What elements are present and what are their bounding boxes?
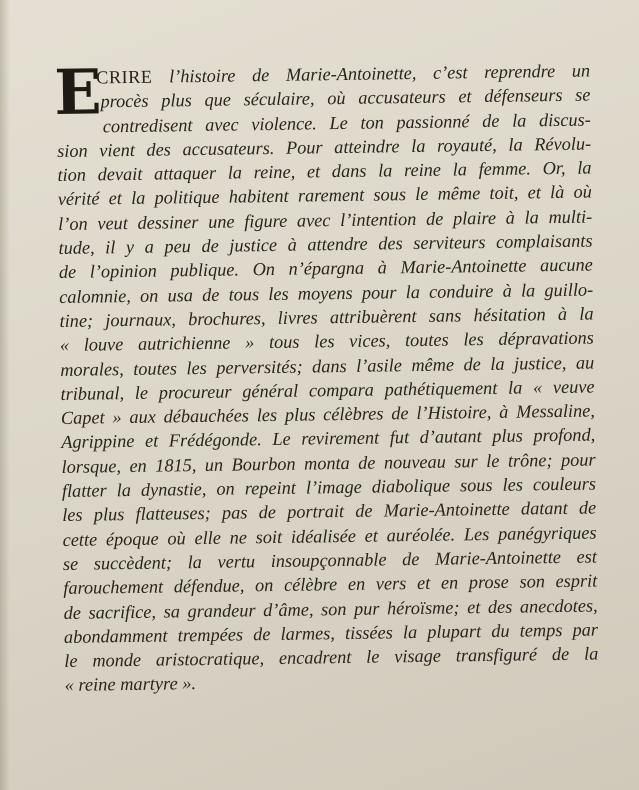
text-line-19: les plus flatteuses; pas de portrait de Marie-Antoinette datant de	[62, 497, 597, 526]
text-line-15: Capet » aux débauchées les plus célèbres de l’Histoire, à Messaline,	[60, 400, 596, 429]
text-line-2: procès plus que séculaire, où accusateurs et défenseurs se	[100, 84, 591, 112]
text-line-13: morales, toutes les perversités; dans l’asile même de la justice, au	[60, 352, 595, 380]
text-line-7: l’on veut dessiner une figure avec l’intention de plaire à la multi-	[58, 206, 593, 234]
text-line-26: « reine martyre ».	[64, 673, 197, 696]
text-line-14: tribunal, le procureur général compara pathétiquement la « veuve	[60, 376, 595, 404]
text-line-22: farouchement défendue, on célèbre en vers et en prose son esprit	[63, 570, 598, 599]
line-1-text: l’histoire de Marie-Antoinette, c’est reprendre un	[152, 60, 591, 87]
text-line-6: vérité et la politique habitent rarement sous le même toit, et là où	[57, 182, 592, 210]
text-line-5: tion devait attaquer la reine, et dans la reine la femme. Or, la	[57, 157, 592, 186]
text-line-10: calomnie, on usa de tous les moyens pour la conduire à la guillo-	[59, 279, 594, 307]
text-line-8: tude, il y a peu de justice à attendre des serviteurs complaisants	[58, 230, 593, 259]
text-line-21: se succèdent; la vertu insoupçonnable de Marie-Antoinette est	[62, 546, 598, 574]
text-line-23: de sacrifice, sa grandeur d’âme, son pur héroïsme; et des anecdotes,	[63, 595, 598, 623]
text-line-20: cette époque où elle ne soit idéalisée et auréolée. Les panégyriques	[62, 522, 597, 550]
text-line-11: tine; journaux, brochures, livres attribuèrent sans hésitation à la	[59, 303, 594, 331]
text-line-18: flatter la dynastie, on repeint l’image diabolique sous les couleurs	[61, 473, 597, 502]
text-line-3: contredisent avec violence. Le ton passionné de la discus-	[102, 109, 591, 136]
text-line-24: abondamment trempées de larmes, tissées la plupart du temps par	[63, 619, 599, 647]
text-line-17: lorsque, en 1815, un Bourbon monta de nouveau sur le trône; pour	[61, 449, 596, 477]
text-line-16: Agrippine et Frédégonde. Le revirement fut d’autant plus profond,	[61, 424, 596, 453]
first-word: CRIRE	[96, 66, 153, 88]
text-line-9: de l’opinion publique. On n’épargna à Marie-Antoinette aucune	[58, 254, 593, 283]
drop-cap: E	[53, 55, 103, 130]
text-line-12: « louve autrichienne » tous les vices, toutes les dépravations	[59, 327, 594, 356]
paragraph	[53, 55, 599, 698]
text-line-25: le monde aristocratique, encadrent le visage transfiguré de la	[64, 643, 599, 672]
text-line-4: sion vient des accusateurs. Pour atteindre la royauté, la Révolu-	[57, 133, 592, 161]
page-gutter-shadow	[0, 0, 10, 790]
